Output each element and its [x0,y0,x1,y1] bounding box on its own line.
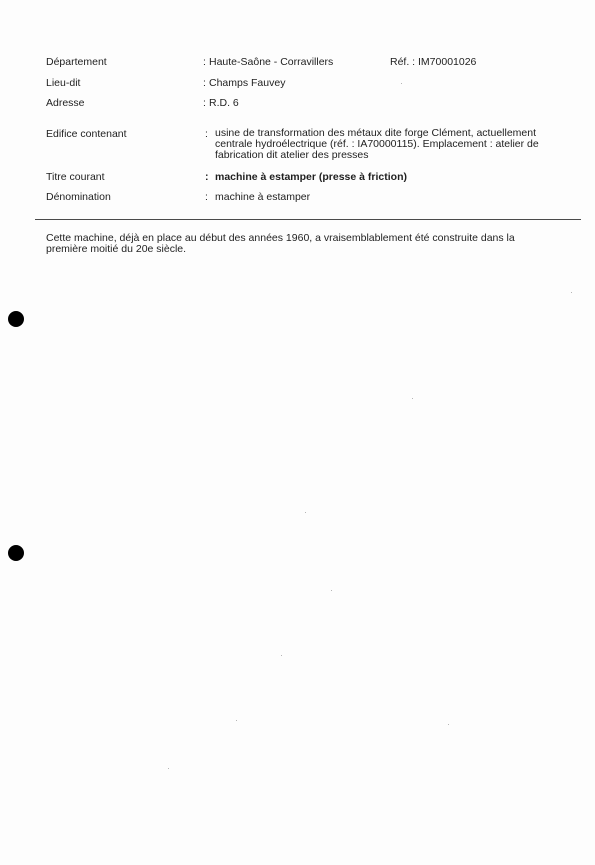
field-label: Département [46,56,107,68]
field-label: Lieu-dit [46,77,81,89]
reference-number: Réf. : IM70001026 [390,56,477,68]
punch-hole [8,311,24,327]
field-value: machine à estamper (presse à friction) [215,171,407,183]
field-separator: : [203,77,206,89]
field-label: Titre courant [46,171,105,183]
field-value: usine de transformation des métaux dite forge Clément, actuellement centrale hydroélectrique (réf. : IA70000115). Emplacement : atelier de fabrication dit atelier des presses [215,127,539,161]
field-value: R.D. 6 [209,97,239,109]
field-label: Dénomination [46,191,111,203]
field-separator: : [203,97,206,109]
field-separator: : [205,171,209,183]
field-value: machine à estamper [215,191,311,203]
field-value: Haute-Saône - Corravillers [209,56,334,68]
field-label: Adresse [46,97,85,109]
description-paragraph: Cette machine, déjà en place au début des années 1960, a vraisemblablement été construite dans la première moitié du 20e siècle. [46,232,515,255]
field-separator: : [205,191,208,203]
field-separator: : [205,128,208,140]
punch-hole [8,545,24,561]
field-label: Edifice contenant [46,128,127,140]
field-value: Champs Fauvey [209,77,286,89]
section-divider [35,219,581,220]
field-separator: : [203,56,206,68]
